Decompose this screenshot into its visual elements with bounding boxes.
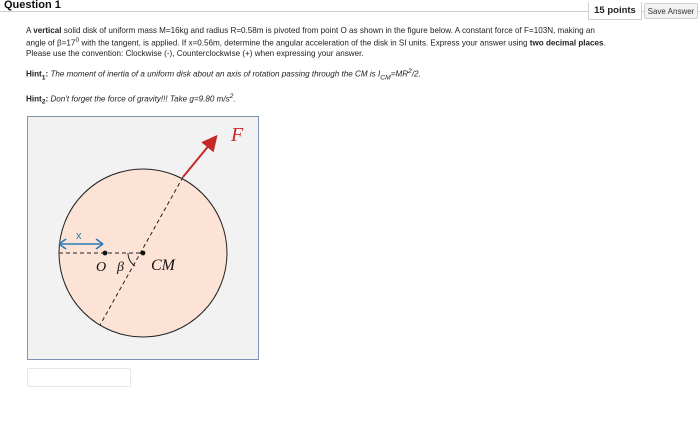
disk-diagram: [28, 117, 258, 359]
cm-point: [141, 251, 146, 256]
force-label: F: [231, 124, 244, 146]
force-arrow: [183, 138, 215, 177]
problem-figure: [27, 116, 259, 360]
problem-text: A vertical solid disk of uniform mass M=16kg and radius R=0.58m is pivoted from point O as shown in the figure below. A constant force of F=103N, making an angle of $\beta=17^0$ with the tangent, is applied. If x=0.56m, determine the angular acceleration of the disk in SI units. Express your answer using two decimal places. Please use the convention: Clockwise (-), Counterclockwise (+) when expressing your answer.: [26, 26, 606, 59]
hint-1: Hint$_1$: The moment of inertia of a uniform disk about an axis of rotation passing through the CM is $I_{CM}=MR^2/2$.: [26, 68, 421, 82]
question-body: [26, 26, 686, 108]
points-badge: 15 points: [588, 2, 642, 20]
beta-label: β: [117, 260, 124, 275]
save-answer-button[interactable]: Save Answer: [644, 3, 698, 19]
cm-label: CM: [151, 257, 175, 274]
answer-input[interactable]: [27, 368, 131, 387]
x-label: x: [76, 230, 82, 242]
pivot-label: O: [96, 260, 107, 275]
hint-2: Hint$_2$: Don't forget the force of gravity!!! Take g=9.80 $m/s^2$.: [26, 92, 236, 107]
question-title: Question 1: [4, 0, 61, 11]
pivot-point: [103, 251, 108, 256]
